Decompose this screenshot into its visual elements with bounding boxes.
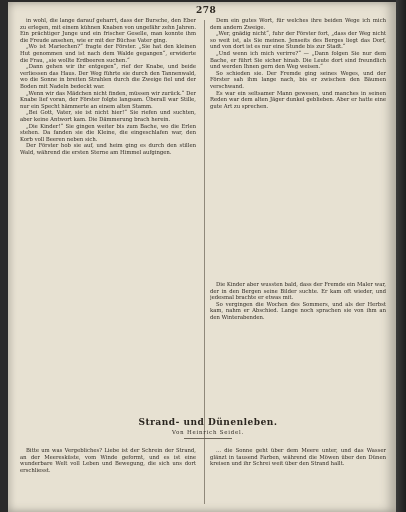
- paragraph: „Dann gehen wir ihr entgegen“, rief der Knabe, und beide verliessen das Haus. Der Weg führte sie durch den Tannenwald, wo die Sonne in breiten Strahlen durch die Zweige fiel und der Boden mit Nadeln bedeckt war.: [20, 64, 196, 90]
- paragraph: „Wo ist Mariechen?“ fragte der Förster. „Sie hat den kleinen Hut genommen und ist nach dem Walde gegangen“, erwiderte die Frau, „sie wollte Erdbeeren suchen.“: [20, 44, 196, 64]
- paragraph: Der Förster hob sie auf, und heim ging es durch den stillen Wald, während die ersten Sterne am Himmel aufgingen.: [20, 143, 196, 156]
- page-number: 278: [196, 6, 217, 16]
- book-page: [8, 2, 396, 512]
- paragraph: Dem ein gutes Wort, für welches ihre beiden Wege ich mich dem andern Zweige.: [210, 18, 386, 31]
- paragraph: „Und wenn ich mich verirre?“ — „Dann folgen Sie nur dem Bache, er führt Sie sicher hinab. Die Leute dort sind freundlich und werden Ihnen gern den Weg weisen.“: [210, 50, 386, 71]
- paragraph: Die Kinder aber wussten bald, dass der Fremde ein Maler war, der in den Bergen seine Bilder suchte. Er kam oft wieder, und jedesmal brachte er etwas mit.: [210, 282, 386, 302]
- paragraph: Es war ein seltsamer Mann gewesen, und manches in seinen Reden war dem alten Jäger dunkel geblieben. Aber er hatte eine gute Art zu sprechen.: [210, 90, 386, 110]
- paragraph: „Die Kinder!“ Sie gingen weiter bis zum Bache, wo die Erlen stehen. Da fanden sie die Kleine, die eingeschlafen war, den Korb voll Beeren neben sich.: [20, 123, 196, 143]
- right-text-column-lower: [210, 282, 386, 408]
- paragraph: ... die Sonne geht über dem Meere unter, und das Wasser glänzt in tausend Farben, während die Möwen über den Dünen kreisen und ihr Schrei weit über den Strand hallt.: [210, 448, 386, 468]
- paragraph: So schieden sie. Der Fremde ging seines Weges, und der Förster sah ihm lange nach, bis er zwischen den Bäumen verschwand.: [210, 70, 386, 90]
- paragraph: „Bei Gott, Vater, sie ist nicht hier!“ Sie riefen und suchten, aber keine Antwort kam. Die Dämmerung brach herein.: [20, 110, 196, 123]
- article-title: Strand- und Dünenleben.: [138, 418, 278, 428]
- paragraph: in wohl, die lange darauf geharrt, dass der Bursche, den Eber zu erlegen, mit einem kühnen Knaben von ungefähr zehn Jahren. Ein prächtiger Junge und ein frischer Geselle, man konnte ihm die Freude ansehen, wie er mit der Büchse Vater ging.: [20, 18, 196, 44]
- article-text-right: [210, 448, 386, 508]
- paragraph: Bitte um was Vergebliches? Liebe ist der Schrein der Strand, an der Meeresküste, vom Winde geformt, und es ist eine wunderbare Welt voll Leben und Bewegung, die sich uns dort erschliesst.: [20, 448, 196, 474]
- article-text-left: [20, 448, 196, 508]
- title-divider: [184, 438, 232, 439]
- right-text-column: [210, 18, 386, 280]
- article-author: Von Heinrich Seidel.: [171, 430, 245, 436]
- paragraph: „Wer, gnädig nicht“, fuhr der Förster fort, „dass der Weg nicht so weit ist, als Sie meinen. Jenseits des Berges liegt das Dorf, und von dort ist es nur eine Stunde bis zur Stadt.“: [210, 31, 386, 51]
- left-text-column: [20, 18, 196, 430]
- paragraph: „Wenn wir das Mädchen nicht finden, müssen wir zurück.“ Der Knabe lief voran, der Förster folgte langsam. Überall war Stille, nur ein Specht hämmerte an einem alten Stamm.: [20, 90, 196, 110]
- paragraph: So vergingen die Wochen des Sommers, und als der Herbst kam, nahm er Abschied. Lange noch sprachen sie von ihm an den Winterabenden.: [210, 301, 386, 321]
- book-spine: [396, 0, 406, 512]
